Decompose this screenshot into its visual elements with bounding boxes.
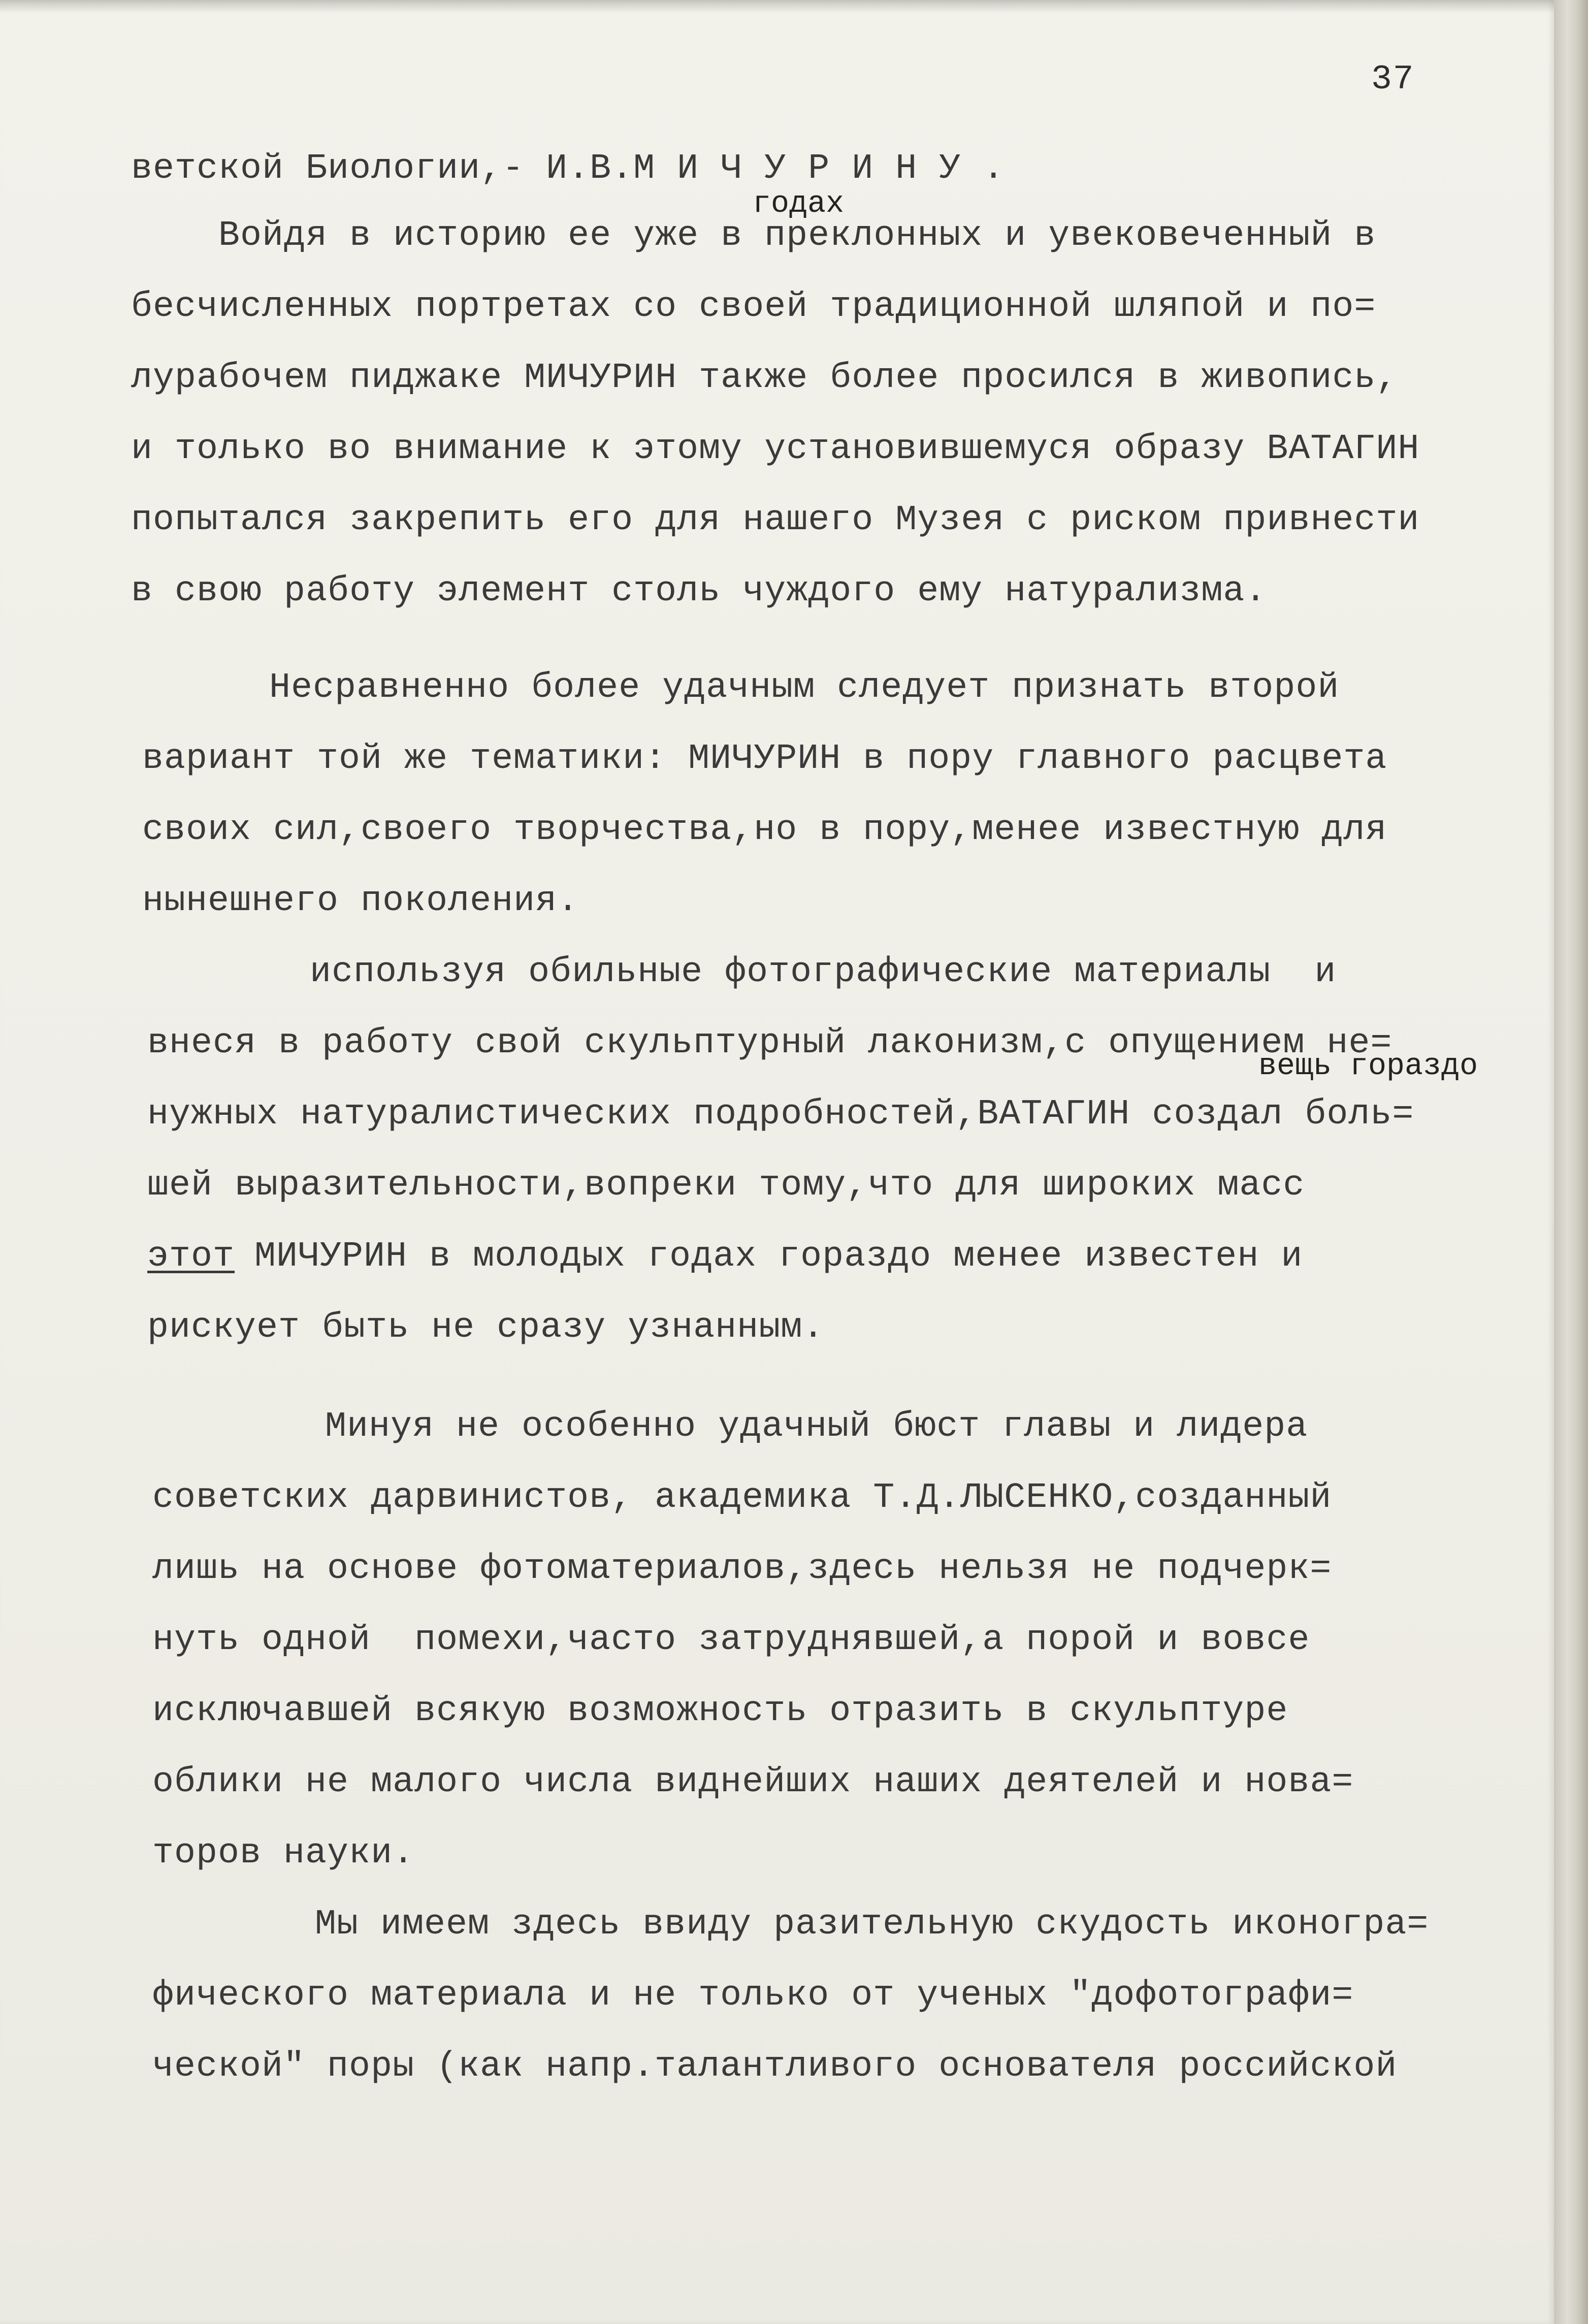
text-line-10: своих сил,своего творчества,но в пору,менее известную для <box>142 810 1387 850</box>
text-line-27: ческой" поры (как напр.талантливого основателя российской <box>152 2047 1398 2087</box>
text-line-17: рискует быть не сразу узнанным. <box>147 1308 825 1348</box>
text-line-9: вариант той же тематики: МИЧУРИН в пору главного расцвета <box>142 739 1387 779</box>
text-line-6: попытался закрепить его для нашего Музея с риском привнести <box>131 500 1420 540</box>
text-line-16: МИЧУРИН в молодых годах гораздо менее известен и <box>233 1237 1303 1277</box>
text-line-11: нынешнего поколения. <box>142 881 579 921</box>
handwritten-insert-godakh: годах <box>753 187 845 221</box>
text-line-19: советских дарвинистов, академика Т.Д.ЛЫСЕНКО,созданный <box>152 1478 1332 1518</box>
text-line-18: Минуя не особенно удачный бюст главы и лидера <box>325 1407 1308 1447</box>
text-line-15: шей выразительности,вопреки тому,что для широких масс <box>147 1166 1305 1206</box>
text-line-5: и только во внимание к этому установившемуся образу ВАТАГИН <box>131 429 1420 469</box>
handwritten-insert-veshch: вещь гораздо <box>1258 1049 1478 1084</box>
text-line-26: фического материала и не только от ученых "дофотографи= <box>152 1976 1354 2016</box>
text-line-1: ветской Биологии,- И.В.М И Ч У Р И Н У . <box>131 149 1005 189</box>
text-line-4: лурабочем пиджаке МИЧУРИН также более просился в живопись, <box>131 358 1398 398</box>
text-line-8: Несравненно более удачным следует признать второй <box>269 668 1340 708</box>
page-number: 37 <box>1371 60 1415 99</box>
text-line-12: используя обильные фотографические материалы и <box>310 952 1337 992</box>
text-line-2: Войдя в историю ее уже в преклонных и увековеченный в <box>218 216 1376 256</box>
text-line-7: в свою работу элемент столь чуждого ему натурализма. <box>131 571 1267 611</box>
text-line-21: нуть одной помехи,часто затруднявшей,а порой и вовсе <box>152 1620 1310 1660</box>
text-line-24: торов науки. <box>152 1833 415 1874</box>
text-line-20: лишь на основе фотоматериалов,здесь нельзя не подчерк= <box>152 1549 1332 1589</box>
text-line-23: облики не малого числа виднейших наших деятелей и нова= <box>152 1762 1354 1802</box>
text-line-13: внеся в работу свой скульптурный лаконизм,с опущением не= <box>147 1023 1392 1063</box>
binder-edge <box>1554 0 1588 2324</box>
text-underlined-word: этот <box>147 1237 235 1277</box>
text-line-25: Мы имеем здесь ввиду разительную скудость иконогра= <box>315 1905 1429 1945</box>
text-line-22: исключавшей всякую возможность отразить в скульптуре <box>152 1691 1288 1731</box>
page-top-shadow <box>0 0 1554 13</box>
text-line-14: нужных натуралистических подробностей,ВАТАГИН создал боль= <box>147 1094 1414 1135</box>
text-line-3: бесчисленных портретах со своей традиционной шляпой и по= <box>131 287 1376 327</box>
